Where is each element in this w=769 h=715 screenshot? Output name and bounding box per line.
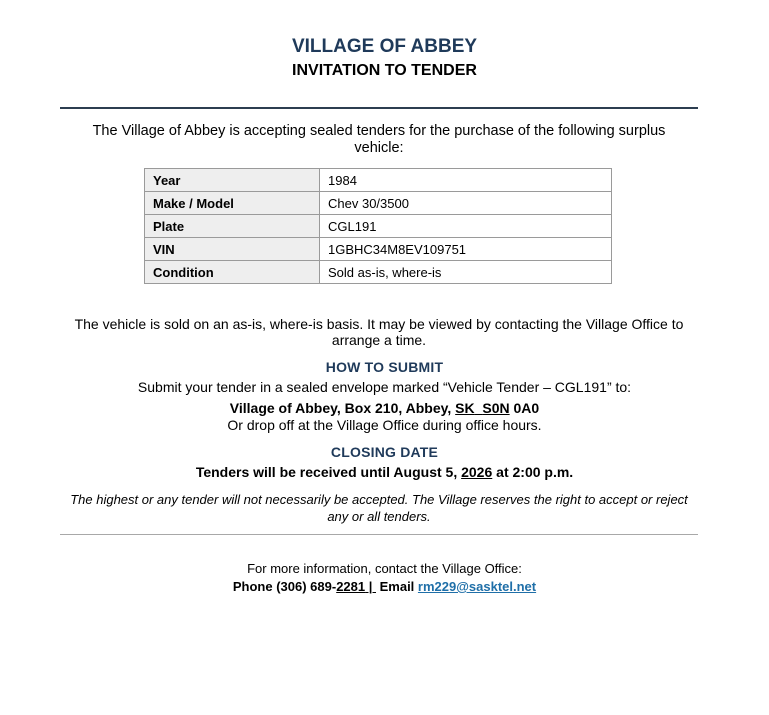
row-label: Condition: [145, 261, 320, 284]
viewing-note: The vehicle is sold on an as-is, where-is basis. It may be viewed by contacting the Village Office to arrange a time.: [74, 316, 684, 348]
document-title: VILLAGE OF ABBEY: [291, 36, 478, 57]
contact-intro: For more information, contact the Village Office:: [247, 561, 522, 576]
table-row: [145, 192, 612, 215]
table-row: [145, 238, 612, 261]
closing-text-end: at 2:00 p.m.: [492, 464, 574, 480]
intro-paragraph: The Village of Abbey is accepting sealed tenders for the purchase of the following surplus vehicle:: [92, 123, 666, 156]
contact-separator: |: [365, 579, 376, 594]
closing-date-text: [0, 464, 769, 480]
address-postal-code-rest: 0A0: [509, 400, 540, 416]
dropoff-note: Or drop off at the Village Office during office hours.: [227, 417, 542, 433]
vehicle-details-table: [144, 168, 612, 284]
row-value: 1GBHC34M8EV109751: [320, 238, 612, 261]
footer-divider: [60, 534, 698, 535]
header-divider: [60, 107, 698, 109]
email-label: Email: [376, 579, 418, 594]
row-label: Year: [145, 169, 320, 192]
table-row: [145, 215, 612, 238]
row-value: CGL191: [320, 215, 612, 238]
table-row: [145, 261, 612, 284]
submit-instruction: Submit your tender in a sealed envelope marked “Vehicle Tender – CGL191” to:: [137, 379, 632, 395]
closing-date-heading: CLOSING DATE: [330, 444, 439, 460]
row-value: Sold as-is, where-is: [320, 261, 612, 284]
row-value: Chev 30/3500: [320, 192, 612, 215]
how-to-submit-heading: HOW TO SUBMIT: [325, 359, 444, 375]
row-value: 1984: [320, 169, 612, 192]
address-province: SK: [455, 400, 475, 416]
table-row: [145, 169, 612, 192]
address-postal-code: S0N: [482, 400, 510, 416]
closing-year: 2026: [461, 464, 493, 480]
mailing-address: [0, 400, 769, 416]
email-link[interactable]: rm229@sasktel.net: [417, 579, 537, 594]
document-subtitle: INVITATION TO TENDER: [292, 62, 477, 79]
closing-text-start: Tenders will be received until August 5,: [195, 464, 462, 480]
contact-details: [0, 579, 769, 594]
address-street: Village of Abbey, Box 210, Abbey,: [229, 400, 456, 416]
phone-prefix: Phone (306) 689-: [232, 579, 337, 594]
row-label: Make / Model: [145, 192, 320, 215]
disclaimer: The highest or any tender will not necessarily be accepted. The Village reserves the right to accept or reject any or all tenders.: [70, 492, 688, 524]
phone-number-end: 2281: [336, 579, 366, 594]
row-label: Plate: [145, 215, 320, 238]
row-label: VIN: [145, 238, 320, 261]
